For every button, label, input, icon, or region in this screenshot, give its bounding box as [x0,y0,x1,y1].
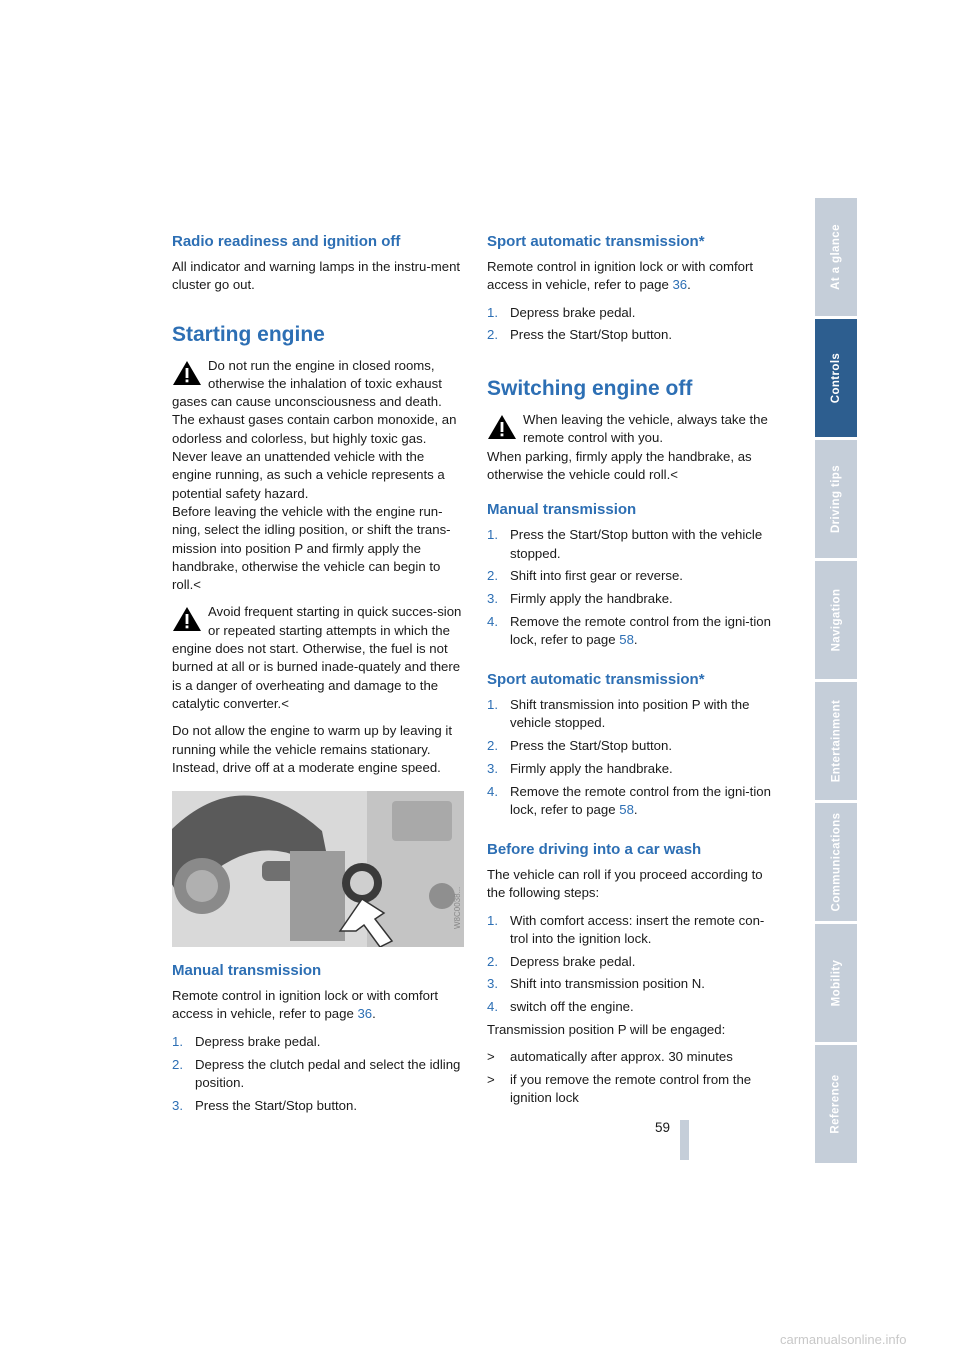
paragraph-radio-readiness: All indicator and warning lamps in the instru-ment cluster go out. [172,259,461,293]
step-item [172,1056,464,1093]
steering-wheel-illustration [172,791,464,947]
chapter-tab-label: At a glance [830,224,843,290]
step-item [487,590,779,608]
steps-manual [172,1033,464,1115]
warning-triangle-icon [172,605,202,633]
start-stop-button-photo [172,791,464,947]
warning-block-starting [172,603,464,713]
warning-text-starting: Avoid frequent starting in quick succes-sion or repeated starting attempts in which the engine does not start. Otherwise, the fuel is not burned at all or is burned inade-quately and there is a danger of overheating and damage to the catalytic converter.< [172,604,462,711]
page-link-36[interactable]: 36 [357,1006,373,1022]
bullets-position-p [487,1048,779,1107]
step-text: Depress brake pedal. [510,953,636,969]
end-mark: < [281,695,289,711]
step-text: Firmly apply the handbrake. [510,761,673,777]
step-text: Depress brake pedal. [510,304,636,320]
step-number: 4. [487,614,498,630]
page-number: 59 [654,1120,670,1135]
step-item [487,953,779,971]
step-item [487,526,779,563]
steps-car-wash [487,912,779,1017]
step-item [487,975,779,993]
step-item [487,567,779,585]
warning-block-exhaust [172,357,464,595]
step-text: Depress the clutch pedal and select the idling position. [195,1056,461,1090]
chapter-tab-label: Driving tips [830,464,842,534]
step-text: Press the Start/Stop button. [510,327,673,343]
chapter-tab-driving-tips[interactable] [815,440,857,558]
chapter-tab-label: Communications [830,812,843,912]
bullet-marker: > [487,1049,495,1065]
paragraph-sport-remote: Remote control in ignition lock or with comfort access in vehicle, refer to page 36. [487,259,754,293]
step-number: 2. [487,327,498,343]
heading-manual-transmission: Manual transmission [172,962,322,980]
step-number: 1. [487,527,498,543]
end-mark: < [193,577,201,593]
step-item [487,998,779,1016]
heading-manual-transmission-off: Manual transmission [487,501,637,519]
step-item [487,912,779,949]
step-text: Shift into first gear or reverse. [510,568,683,584]
step-item [487,760,779,778]
page-link-58[interactable]: 58 [619,802,634,818]
end-mark: < [670,467,678,483]
step-text: Press the Start/Stop button. [195,1097,358,1113]
chapter-tab-navigation[interactable] [815,561,857,679]
step-number: 1. [172,1033,183,1049]
step-text: Press the Start/Stop button. [510,738,673,754]
steps-sport-automatic-off [487,696,779,819]
chapter-tab-label: Controls [830,352,843,404]
chapter-tab-at-a-glance[interactable] [815,198,857,316]
step-number: 3. [487,761,498,777]
step-text: Shift into transmission position N. [510,976,705,992]
paragraph-car-wash: The vehicle can roll if you proceed according to the following steps: [487,866,763,901]
chapter-tab-label: Mobility [830,959,843,1007]
bullet-item [487,1071,779,1108]
step-number: 1. [487,304,498,320]
warning-text-leaving: Before leaving the vehicle with the engine run-ning, select the idling position, or shift the trans-mission into position P and firmly apply the handbrake, otherwise the vehicle can begin to roll.< [172,503,451,593]
heading-starting-engine: Starting engine [172,322,325,346]
step-number: 1. [487,697,498,713]
heading-sport-automatic-off: Sport automatic transmission* [487,671,705,689]
paragraph-position-p: Transmission position P will be engaged: [487,1022,726,1038]
step-item [172,1033,464,1051]
chapter-tab-reference[interactable] [815,1045,857,1163]
step-item [172,1097,464,1115]
heading-radio-readiness: Radio readiness and ignition off [172,233,401,250]
step-text: Shift transmission into position P with the vehicle stopped. [510,697,750,731]
step-number: 3. [487,976,498,992]
warning-triangle-icon [172,359,202,387]
heading-sport-automatic: Sport automatic transmission* [487,233,705,250]
steps-sport-automatic [487,304,779,345]
step-number: 3. [172,1097,183,1113]
bullet-item [487,1048,779,1066]
chapter-tab-communications[interactable] [815,803,857,921]
step-item: 4. Remove the remote control from the igni-tion lock, refer to page 58. [487,783,771,818]
step-number: 1. [487,912,498,928]
chapter-tab-entertainment[interactable] [815,682,857,800]
chapter-tab-label: Reference [830,1074,842,1134]
page-link-36[interactable]: 36 [672,277,688,293]
step-number: 4. [487,783,498,799]
heading-car-wash: Before driving into a car wash [487,840,702,858]
right-column [487,232,779,1112]
step-number: 2. [172,1056,183,1072]
chapter-tab-label: Navigation [830,588,843,652]
figure-code: W8C0038... [453,886,462,930]
step-text: switch off the engine. [510,999,634,1015]
chapter-tab-mobility[interactable] [815,924,857,1042]
step-item [487,737,779,755]
step-text: Press the Start/Stop button with the vehicle stopped. [510,527,763,561]
step-text: With comfort access: insert the remote con-trol into the ignition lock. [510,912,765,946]
warning-text-remote: When leaving the vehicle, always take the remote control with you. [523,412,768,446]
step-text: Remove the remote control from the igni-tion lock, refer to page [510,614,771,648]
step-item [487,326,779,344]
warning-block-remote [487,411,779,484]
page-link-58[interactable]: 58 [619,632,634,648]
step-number: 3. [487,591,498,607]
heading-switching-engine-off: Switching engine off [487,377,693,401]
step-number: 2. [487,738,498,754]
chapter-tabs [815,198,857,1160]
chapter-tab-label: Entertainment [830,699,842,783]
chapter-tab-controls[interactable] [815,319,857,437]
step-text: Firmly apply the handbrake. [510,591,673,607]
step-text: Depress brake pedal. [195,1033,321,1049]
step-item [487,304,779,322]
left-column [172,232,464,1119]
step-number: 2. [487,953,498,969]
steps-manual-off [487,526,779,649]
page-number-bar [680,1120,689,1160]
warning-triangle-icon [487,413,517,441]
step-item: 4. Remove the remote control from the igni-tion lock, refer to page 58. [487,614,771,648]
step-item [487,696,779,733]
step-number: 2. [487,568,498,584]
paragraph-warmup: Do not allow the engine to warm up by leaving it running while the vehicle remains stationary. Instead, drive off at a moderate engine speed. [172,723,453,775]
watermark: carmanualsonline.info [780,1332,907,1347]
bullet-text: if you remove the remote control from the ignition lock [510,1072,752,1106]
warning-text-exhaust: Do not run the engine in closed rooms, otherwise the inhalation of toxic exhaust gases can cause unconsciousness and death. The exhaust gases contain carbon monoxide, an odorless and colorless, but highly toxic gas. Never leave an unattended vehicle with the engine running, as such a vehicle represents a potential safety hazard. [172,357,457,501]
warning-text-parking: When parking, firmly apply the handbrake, as otherwise the vehicle could roll.< [487,448,752,483]
paragraph-manual-remote: Remote control in ignition lock or with comfort access in vehicle, refer to page 36. [172,988,439,1022]
step-text: Remove the remote control from the igni-tion lock, refer to page [510,783,771,818]
bullet-marker: > [487,1072,495,1088]
bullet-text: automatically after approx. 30 minutes [510,1049,733,1065]
step-number: 4. [487,999,498,1015]
